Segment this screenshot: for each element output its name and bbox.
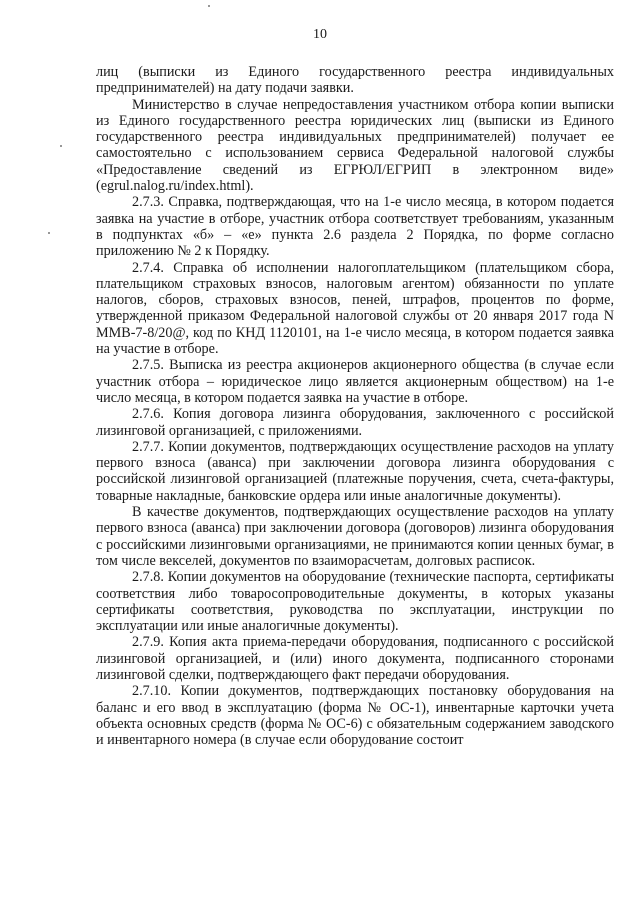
paragraph-continuation: лиц (выписки из Единого государственного реестра индивидуальных предпринимателей) на дату подачи заявки. <box>96 64 614 97</box>
paragraph-2-7-9: 2.7.9. Копия акта приема-передачи оборудования, подписанного с российской лизинговой организацией, и (или) иного документа, подписанного сторонами лизинговой сделки, подтверждающего факт передачи оборудования. <box>96 634 614 683</box>
scan-speck <box>48 232 50 234</box>
paragraph-2-7-10: 2.7.10. Копии документов, подтверждающих постановку оборудования на баланс и его ввод в эксплуатацию (форма № ОС-1), инвентарные карточки учета объекта основных средств (форма № ОС-6) с обязательным содержанием заводского и инвентарного номера (в случае если оборудование состоит <box>96 683 614 749</box>
paragraph-ministry-egrul: Министерство в случае непредоставления участником отбора копии выписки из Единого государственного реестра юридических лиц (выписки из Единого государственного реестра индивидуальных предпринимателей) получает ее самостоятельно с использованием сервиса Федеральной налоговой службы «Предоставление сведений из ЕГРЮЛ/ЕГРИП в электронном виде» (egrul.nalog.ru/index.html). <box>96 96 614 195</box>
paragraph-2-7-5: 2.7.5. Выписка из реестра акционеров акционерного общества (в случае если участник отбора – юридическое лицо является акционерным обществом) на 1-е число месяца, в котором подается заявка на участие в отборе. <box>96 357 614 406</box>
paragraph-2-7-3: 2.7.3. Справка, подтверждающая, что на 1-е число месяца, в котором подается заявка на участие в отборе, участник отбора соответствует требованиям, указанным в подпунктах «б» – «е» пункта 2.6 раздела 2 Порядка, по форме согласно приложению № 2 к Порядку. <box>96 194 614 260</box>
paragraph-2-7-6: 2.7.6. Копия договора лизинга оборудования, заключенного с российской лизинговой организацией, с приложениями. <box>96 406 614 439</box>
paragraph-2-7-8: 2.7.8. Копии документов на оборудование (технические паспорта, сертификаты соответствия либо товаросопроводительные документы, в которых указаны сертификаты соответствия, руководства по эксплуатации, инструкции по эксплуатации или иные аналогичные документы). <box>96 569 614 635</box>
scan-speck <box>60 145 62 147</box>
scan-speck <box>208 5 210 7</box>
paragraph-2-7-7: 2.7.7. Копии документов, подтверждающих осуществление расходов на уплату первого взноса (аванса) при заключении договора лизинга оборудования с российской лизинговой организацией (платежные поручения, счета, счета-фактуры, товарные накладные, банковские ордера или иные аналогичные документы). <box>96 438 614 504</box>
paragraph-2-7-4: 2.7.4. Справка об исполнении налогоплательщиком (плательщиком сбора, плательщиком страховых взносов, налоговым агентом) обязанности по уплате налогов, сборов, страховых взносов, пеней, штрафов, процентов по форме, утвержденной приказом Федеральной налоговой службы от 20 января 2017 года N ММВ-7-8/20@, код по КНД 1120101, на 1-е число месяца, в котором подается заявка на участие в отборе. <box>96 259 614 358</box>
page-number: 10 <box>313 27 327 42</box>
document-body <box>96 64 614 748</box>
paragraph-advance-documents: В качестве документов, подтверждающих осуществление расходов на уплату первого взноса (аванса) при заключении договора (договоров) лизинга оборудования с российскими лизинговыми организациями, не принимаются копии ценных бумаг, в том числе векселей, документов по взаиморасчетам, долговых расписок. <box>96 504 614 569</box>
